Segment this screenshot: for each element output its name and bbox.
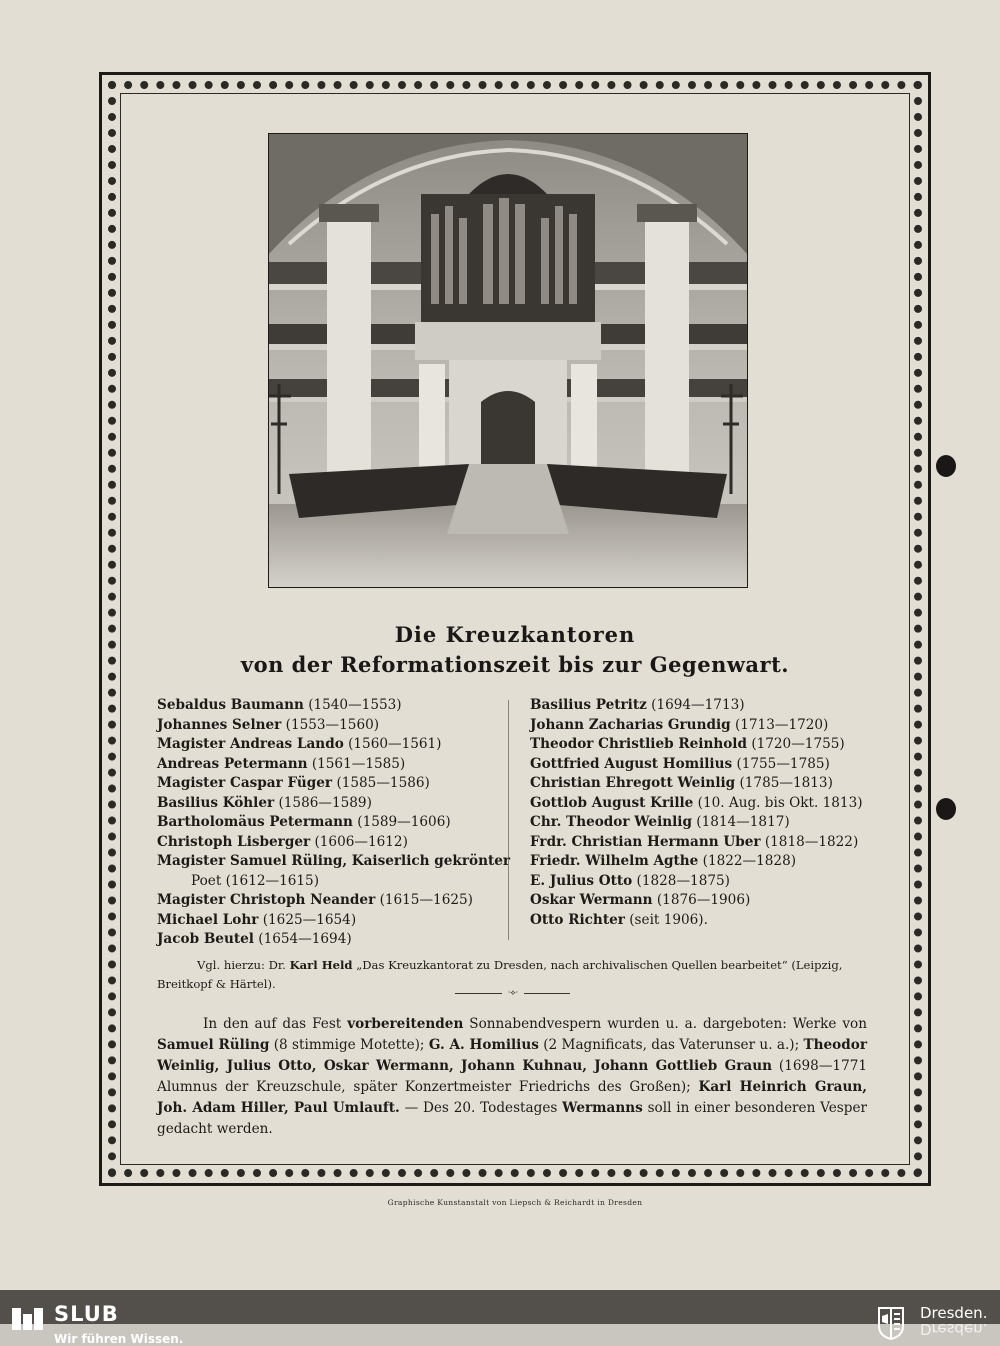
column-divider [508, 700, 509, 940]
slub-tagline: Wir führen Wissen. [54, 1332, 184, 1346]
list-item: Gottfried August Homilius (1755—1785) [530, 755, 830, 772]
footer-bar [0, 1290, 1000, 1324]
kantoren-list-left [157, 696, 511, 950]
dresden-coat-of-arms-icon [877, 1306, 905, 1340]
punch-hole-top [936, 455, 956, 477]
page-subtitle: von der Reformationszeit bis zur Gegenwart. [240, 652, 790, 677]
list-item: E. Julius Otto (1828—1875) [530, 872, 730, 889]
kantoren-list-right [530, 696, 890, 930]
list-item: Otto Richter (seit 1906). [530, 911, 708, 928]
list-item: Christian Ehregott Weinlig (1785—1813) [530, 775, 833, 791]
list-item: Bartholomäus Petermann (1589—1606) [157, 814, 451, 830]
punch-hole-bottom [936, 798, 956, 820]
list-item: Friedr. Wilhelm Agthe (1822—1828) [530, 853, 797, 869]
list-item: Johann Zacharias Grundig (1713—1720) [530, 716, 829, 733]
list-item: Christoph Lisberger (1606—1612) [157, 833, 408, 850]
vespers-paragraph: In den auf das Fest vorbereitenden Sonnabendvespern wurden u. a. dargeboten: Werke von Samuel Rüling (8 stimmige Motette); G. A. Homilius (2 Magnificats, das Vaterunser u. a.); Theodor Weinlig, Julius Otto, Oskar Wermann, Johann Kuhnau, Johann Gottlieb Graun (1698—1771 Alumnus der Kreuzschule, später Konzertmeister Friedrichs des Großen); Karl Heinrich Graun, Joh. Adam Hiller, Paul Umlauft. — Des 20. Todestages Wermanns soll in einer besonderen Vesper gedacht werden. [157, 1016, 868, 1137]
reference-note: Vgl. hierzu: Dr. Karl Held „Das Kreuzkantorat zu Dresden, nach archivalischen Quellen bearbeitet“ (Leipzig, Breitkopf & Härtel). [157, 958, 843, 991]
slub-logo-icon [10, 1306, 46, 1340]
list-item: Magister Christoph Neander (1615—1625) [157, 892, 473, 908]
list-item: Oskar Wermann (1876—1906) [530, 892, 751, 908]
list-item: Magister Andreas Lando (1560—1561) [157, 736, 442, 752]
list-item: Chr. Theodor Weinlig (1814—1817) [530, 814, 790, 830]
list-item: Basilius Petritz (1694—1713) [530, 697, 745, 713]
list-item: Gottlob August Krille (10. Aug. bis Okt. 1813) [530, 794, 863, 811]
list-item: Michael Lohr (1625—1654) [157, 911, 357, 928]
ornament-glyph: ·⟡· [502, 989, 524, 997]
printer-imprint: Graphische Kunstanstalt von Liepsch & Reichardt in Dresden [387, 1198, 643, 1207]
list-item: Magister Samuel Rüling, Kaiserlich gekrönter Poet (1612—1615) [157, 853, 511, 889]
dresden-wordmark: Dresden. Dresden. [920, 1304, 988, 1338]
page-title: Die Kreuzkantoren [394, 622, 636, 647]
list-item: Theodor Christlieb Reinhold (1720—1755) [530, 736, 845, 752]
slub-brand: SLUB [54, 1302, 119, 1326]
list-item: Jacob Beutel (1654—1694) [157, 931, 352, 947]
list-item: Basilius Köhler (1586—1589) [157, 794, 372, 811]
list-item: Frdr. Christian Hermann Uber (1818—1822) [530, 833, 859, 850]
list-item: Magister Caspar Füger (1585—1586) [157, 775, 430, 791]
list-item: Andreas Petermann (1561—1585) [157, 755, 406, 772]
church-interior-photo [268, 133, 748, 588]
list-item: Sebaldus Baumann (1540—1553) [157, 697, 402, 713]
list-item: Johannes Selner (1553—1560) [157, 716, 380, 733]
